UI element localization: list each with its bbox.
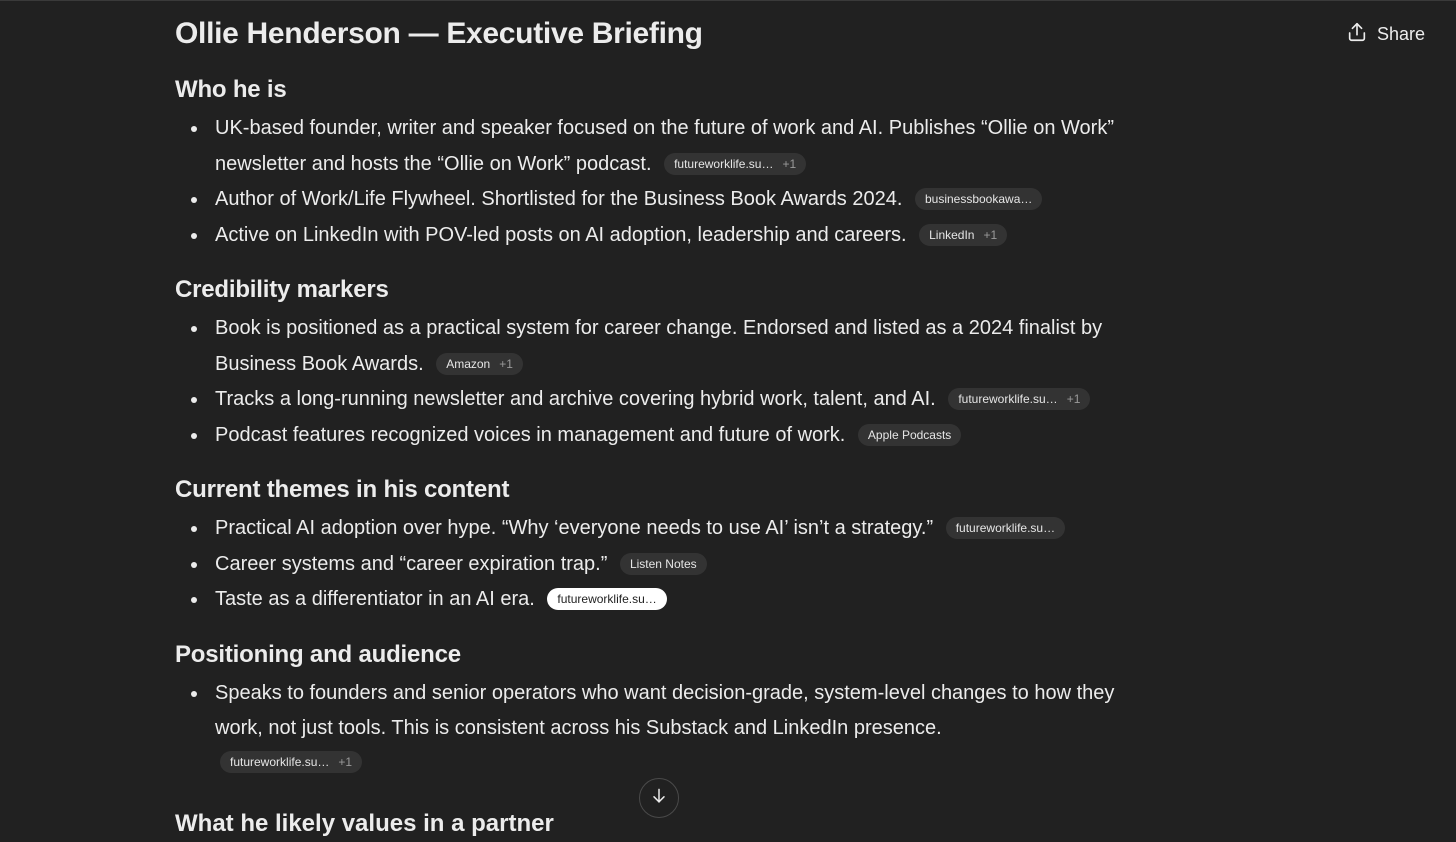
list-item: [175, 311, 1155, 382]
more-sources-count: +1: [782, 156, 797, 171]
source-citation-chip[interactable]: [620, 553, 707, 575]
share-icon: [1346, 21, 1368, 48]
source-label: businessbookawa…: [924, 192, 1033, 206]
more-sources-count: +1: [338, 754, 353, 769]
list-item: [175, 582, 1155, 618]
bullet-list: [175, 311, 1155, 453]
source-citation-chip[interactable]: [858, 424, 961, 446]
document-title: Ollie Henderson — Executive Briefing: [175, 17, 703, 50]
section-who-he-is: [175, 72, 1155, 253]
source-citation-chip[interactable]: [919, 224, 1007, 246]
list-item: [175, 382, 1155, 418]
source-citation-chip-hovered[interactable]: [547, 588, 666, 610]
list-item: [175, 547, 1155, 583]
source-label: futureworklife.su…: [557, 592, 657, 606]
item-text: UK-based founder, writer and speaker focused on the future of work and AI. Publishes “Ollie on Work” newsletter and hosts the “Ollie on Work” podcast.: [215, 117, 1114, 175]
citation-row: [175, 747, 1155, 781]
source-citation-chip[interactable]: [946, 517, 1065, 539]
source-citation-chip[interactable]: [664, 153, 806, 175]
briefing-document: [175, 8, 1155, 781]
bullet-list: [175, 111, 1155, 253]
share-label: Share: [1376, 23, 1425, 44]
list-item: [175, 418, 1155, 454]
bullet-list: [175, 676, 1155, 747]
source-label: futureworklife.su…: [230, 754, 330, 769]
source-label: Amazon: [446, 356, 491, 371]
item-text: Podcast features recognized voices in management and future of work.: [215, 423, 846, 446]
more-sources-count: +1: [499, 356, 513, 371]
list-item: [175, 218, 1155, 254]
section-heading: Credibility markers: [175, 276, 389, 303]
item-text: Author of Work/Life Flywheel. Shortlisted for the Business Book Awards 2024.: [215, 188, 903, 210]
source-citation-chip[interactable]: [948, 388, 1090, 410]
item-text: Taste as a differentiator in an AI era.: [215, 588, 535, 610]
bullet-list: [175, 511, 1155, 618]
source-citation-chip[interactable]: [915, 188, 1042, 210]
list-item: [175, 111, 1155, 182]
share-button[interactable]: [1346, 20, 1425, 48]
next-section-heading-partial: What he likely values in a partner: [175, 810, 554, 837]
list-item: [175, 676, 1155, 747]
item-text: Career systems and “career expiration trap.”: [215, 552, 608, 575]
item-text: Speaks to founders and senior operators who want decision-grade, system-level changes to how they work, not just tools. This is consistent across his Substack and LinkedIn presence.: [215, 681, 1115, 739]
item-text: Active on LinkedIn with POV-led posts on AI adoption, leadership and careers.: [215, 223, 907, 246]
item-text: Practical AI adoption over hype. “Why ‘everyone needs to use AI’ isn’t a strategy.”: [215, 517, 934, 539]
list-item: [175, 182, 1155, 218]
section-heading: Current themes in his content: [175, 476, 510, 503]
section-credibility-markers: [175, 272, 1155, 453]
arrow-down-icon: [649, 786, 669, 811]
section-heading: Positioning and audience: [175, 640, 461, 668]
source-label: Listen Notes: [629, 556, 697, 571]
scroll-to-bottom-button[interactable]: [639, 778, 679, 818]
source-label: futureworklife.su…: [674, 156, 774, 171]
source-label: LinkedIn: [929, 227, 975, 242]
section-positioning-audience: [175, 637, 1155, 781]
item-text: Book is positioned as a practical system for career change. Endorsed and listed as a 2024 finalist by Business Book Awards.: [215, 317, 1103, 375]
source-label: futureworklife.su…: [955, 521, 1056, 535]
source-citation-chip[interactable]: [220, 751, 362, 773]
list-item: [175, 511, 1155, 547]
source-label: futureworklife.su…: [958, 392, 1058, 406]
section-current-themes: [175, 472, 1155, 618]
more-sources-count: +1: [983, 227, 998, 242]
more-sources-count: +1: [1066, 392, 1081, 406]
top-border: [0, 0, 1456, 1]
source-citation-chip[interactable]: [436, 353, 523, 375]
source-label: Apple Podcasts: [867, 427, 952, 442]
section-heading: Who he is: [175, 76, 287, 103]
item-text: Tracks a long-running newsletter and archive covering hybrid work, talent, and AI.: [215, 388, 936, 410]
